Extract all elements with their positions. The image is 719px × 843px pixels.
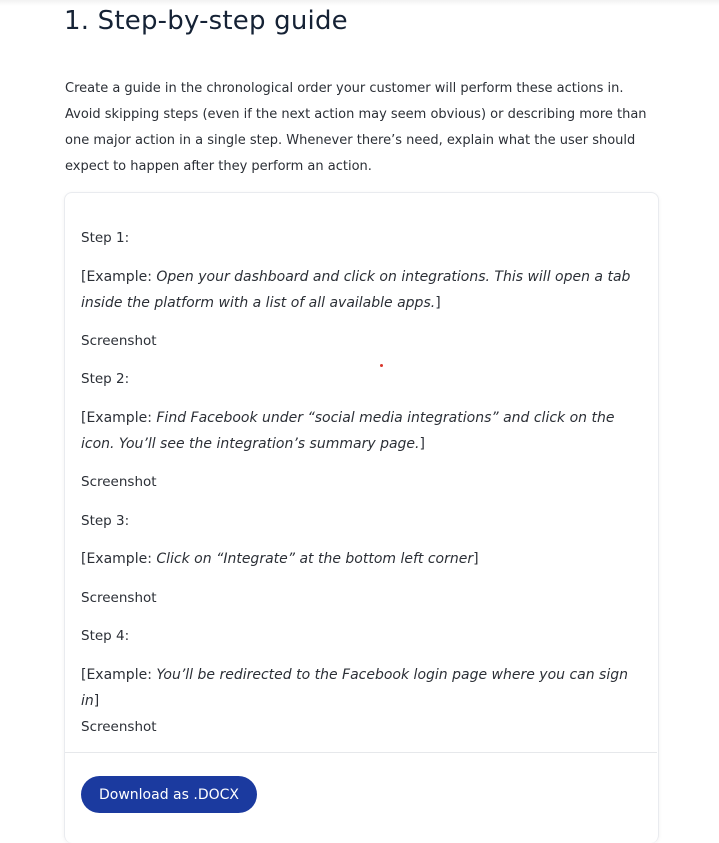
screenshot-placeholder: Screenshot	[81, 474, 157, 490]
example-suffix: ]	[435, 295, 441, 311]
example-text: Find Facebook under “social media integrations” and click on the	[156, 410, 615, 426]
intro-line: expect to happen after they perform an action.	[65, 159, 372, 174]
example-text: You’ll be redirected to the Facebook login page where you can sign	[156, 667, 628, 683]
example-prefix: [Example:	[81, 410, 157, 426]
step-label: Step 3:	[81, 513, 130, 529]
example-text: inside the platform with a list of all available apps.	[81, 295, 436, 311]
example-prefix: [Example:	[81, 551, 157, 567]
step-label: Step 1:	[81, 230, 130, 246]
example-text: icon. You’ll see the integration’s summary page.	[81, 436, 420, 452]
example-suffix: ]	[93, 693, 100, 709]
intro-paragraph	[65, 76, 665, 180]
example-prefix: [Example:	[81, 667, 157, 683]
step-label: Step 2:	[81, 371, 130, 387]
example-text: Click on “Integrate” at the bottom left corner	[156, 551, 474, 567]
example-suffix: ]	[473, 551, 479, 567]
page-title: 1. Step-by-step guide	[64, 6, 348, 36]
example-text: in	[81, 693, 94, 709]
step-example	[81, 264, 641, 316]
screenshot-placeholder: Screenshot	[81, 719, 157, 735]
intro-line: Create a guide in the chronological order your customer will perform these actions in.	[65, 81, 624, 96]
screenshot-placeholder: Screenshot	[81, 333, 157, 349]
example-prefix: [Example:	[81, 269, 157, 285]
step-example	[81, 405, 641, 457]
intro-line: Avoid skipping steps (even if the next action may seem obvious) or describing more than	[65, 107, 647, 122]
step-example	[81, 546, 641, 572]
download-docx-button[interactable]: Download as .DOCX	[81, 776, 257, 813]
step-label: Step 4:	[81, 628, 130, 644]
card-divider	[65, 752, 657, 753]
example-suffix: ]	[419, 436, 425, 452]
intro-line: one major action in a single step. Whenever there’s need, explain what the user should	[65, 133, 636, 148]
screenshot-placeholder: Screenshot	[81, 590, 157, 606]
example-text: Open your dashboard and click on integrations. This will open a tab	[156, 269, 631, 285]
stray-dot	[380, 364, 383, 367]
step-example	[81, 662, 641, 714]
